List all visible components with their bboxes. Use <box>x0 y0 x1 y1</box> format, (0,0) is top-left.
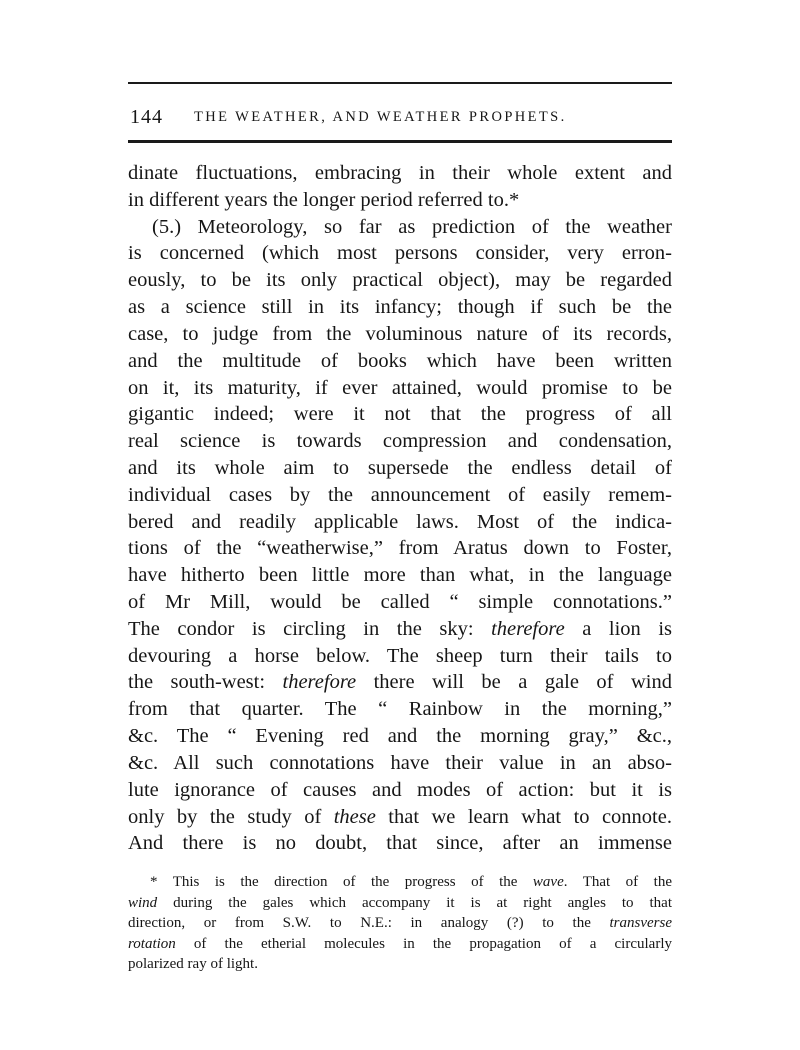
text-line: gigantic indeed; were it not that the progress of all <box>128 403 672 426</box>
footnote-line: rotation of the etherial molecules in the propagation of a circularly <box>128 935 672 952</box>
text-line: real science is towards compression and condensation, <box>128 430 672 453</box>
text-line: bered and readily applicable laws. Most of the indica- <box>128 510 672 533</box>
page-header <box>128 106 672 130</box>
footnote-line: direction, or from S.W. to N.E.: in analogy (?) to the transverse <box>128 915 672 932</box>
footnote-line: * This is the direction of the progress of the wave. That of the <box>150 874 672 890</box>
footnote-line: wind during the gales which accompany it is at right angles to that <box>128 894 672 911</box>
paragraph-start-line: (5.) Meteorology, so far as prediction of the weather <box>152 215 672 238</box>
text-line: devouring a horse below. The sheep turn their tails to <box>128 644 672 667</box>
body-text <box>128 160 672 857</box>
text-line: tions of the “weatherwise,” from Aratus down to Foster, <box>128 537 672 560</box>
text-line: And there is no doubt, that since, after an immense <box>128 832 672 855</box>
text-line: dinate fluctuations, embracing in their whole extent and <box>128 162 672 184</box>
header-bottom-rule <box>128 140 672 143</box>
text-line: The condor is circling in the sky: therefore a lion is <box>128 617 672 640</box>
footnote-line: polarized ray of light. <box>128 956 258 973</box>
footnote <box>128 872 672 975</box>
text-line: eously, to be its only practical object), may be regarded <box>128 269 672 292</box>
text-line: individual cases by the announcement of easily remem- <box>128 483 672 506</box>
text-line: of Mr Mill, would be called “ simple connotations.” <box>128 591 672 613</box>
text-line: have hitherto been little more than what, in the language <box>128 564 672 587</box>
text-line: from that quarter. The “ Rainbow in the morning,” <box>128 698 672 721</box>
text-line: only by the study of these that we learn what to connote. <box>128 805 672 828</box>
running-head: THE WEATHER, AND WEATHER PROPHETS. <box>194 109 567 125</box>
page-number: 144 <box>130 106 163 128</box>
text-line: and the multitude of books which have been written <box>128 349 672 372</box>
header-top-rule <box>128 82 672 84</box>
text-line: in different years the longer period referred to.* <box>128 188 520 211</box>
text-line: &c. The “ Evening red and the morning gray,” &c., <box>128 725 672 748</box>
text-line: and its whole aim to supersede the endless detail of <box>128 456 672 479</box>
text-line: on it, its maturity, if ever attained, would promise to be <box>128 376 672 399</box>
text-line: is concerned (which most persons consider, very erron- <box>128 242 672 265</box>
text-line: as a science still in its infancy; though if such be the <box>128 296 672 319</box>
text-line: the south-west: therefore there will be a gale of wind <box>128 671 672 694</box>
text-line: lute ignorance of causes and modes of action: but it is <box>128 778 672 801</box>
text-line: case, to judge from the voluminous nature of its records, <box>128 322 672 345</box>
text-line: &c. All such connotations have their value in an abso- <box>128 751 672 774</box>
